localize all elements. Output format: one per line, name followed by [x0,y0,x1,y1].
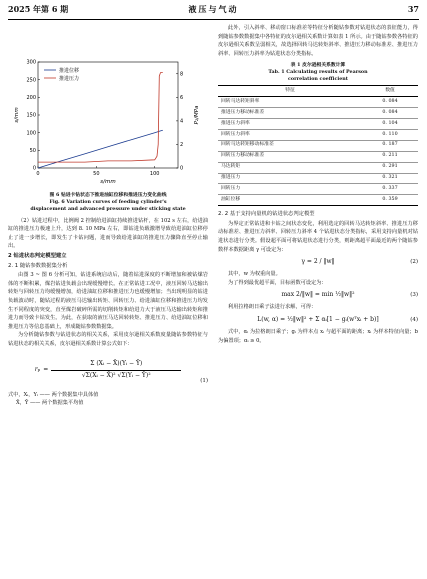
feature-cell: 推进压力斜率 [218,119,362,130]
table-row [218,195,418,206]
value-cell: 0. 104 [362,119,418,130]
x-tick-label: 50 [93,171,100,177]
y-left-tick-label: 50 [29,148,36,155]
paragraph: （2）钻进过程中，比例阀 2 控制给进油缸持续推进钻杆，在 102 s 左右，给进油缸的推进压力极速上升，达到 8. 10 MPa 左右，即钻进负载激增导致给进油缸位移停止了进一步增长，即发生了卡钻问题，进而导致给进油缸的推进压力骤降直至停止输出。 [8,217,208,250]
table-title-cn: 表 1 皮尔逊相关系数计算 [290,62,346,69]
eq4-number: (4) [410,316,418,323]
y-left-tick-label: 300 [26,59,36,66]
figure-6-chart [8,56,208,186]
feature-cell: 回转压力 [218,184,362,195]
paragraph: 为了得到最优超平面，目标函数可设定为： [228,279,327,286]
value-cell: 0. 187 [362,140,418,151]
eq1-denominator: √Σ(Xᵢ − X̄)² √Σ(Yᵢ − Ȳ)² [81,372,151,379]
table-row [218,108,418,119]
eq1-number: (1) [200,377,208,384]
eq4-body: L(w, α) = ½‖w‖² + Σ αᵢ[1 − gᵢ(wᵀxᵢ + b)] [257,315,379,323]
table-header-feature: 特征 [218,86,362,97]
y-left-tick-label: 150 [26,112,36,119]
feature-cell: 推进压力移动标准差 [218,108,362,119]
y-right-tick-label: 4 [180,118,184,125]
legend-label-1: 推进位移 [59,67,80,74]
page-header [8,4,419,18]
eq1-lhs: r [34,366,38,374]
table-row [218,129,418,140]
table-row [218,119,418,130]
value-cell: 0. 110 [362,129,418,140]
table-row [218,173,418,184]
eq1-lhs-sub: p [37,367,41,373]
series-line-2 [38,73,163,163]
feature-cell: 回转马达转矩斜率 [218,97,362,108]
figure-caption-en-1: Fig. 6 Variation curves of feeding cylinder's [49,198,167,205]
legend-label-2: 推进压力 [59,75,80,82]
feature-cell: 马达转矩 [218,162,362,173]
paragraph: 为分析随钻参数与钻进状态的相关关系，采用皮尔逊相关系数度量随钻参数特征与钻进状态的相关关系，皮尔逊相关系数计算公式如下： [8,332,208,347]
where-line-2: X̄，Ȳ —— 两个数据集平均值 [16,400,84,407]
page-number: 37 [407,4,419,14]
paragraph: 式中，αᵢ 为拉格朗日乘子；gᵢ 为样本点 xᵢ 与超平面的距离；xᵢ 为样本特征向量；b 为偏置项；αᵢ ≥ 0。 [218,328,418,344]
y-left-tick-label: 250 [26,77,36,84]
eq2-body: γ = 2 / ‖w‖ [301,257,335,265]
paragraph: 为界定正常钻进和卡钻之间状态变化，利用选定的回转马达转矩斜率、推进压力移动标准差、推进压力斜率、回转压力斜率 4 个钻进状态分类指标，采用支持向量机对钻进状态进行分类。假设超平面可将钻进状态进行分类，则距离超平面最近的两个随钻参数样本数据距离 γ 可设定为： [218,220,418,253]
eq3-body: max 2/‖w‖ = min ½‖w‖² [281,291,355,299]
x-tick-label: 0 [36,171,40,177]
y-left-tick-label: 0 [32,165,36,172]
y-right-tick-label: 8 [180,71,184,78]
table-title-en: Tab. 1 Calculating results of Pearson [268,69,368,76]
table-caption [218,62,418,83]
feature-cell: 回转压力移动标准差 [218,151,362,162]
table-row [218,140,418,151]
feature-cell: 油缸位移 [218,195,362,206]
table-header-value: 数值 [362,86,418,97]
x-tick-label: 100 [149,171,160,177]
y-left-tick-label: 200 [26,95,36,102]
value-cell: 0. 337 [362,184,418,195]
feature-cell: 回转压力斜率 [218,129,362,140]
value-cell: 0. 359 [362,195,418,206]
value-cell: 0. 084 [362,97,418,108]
feature-cell: 推进压力 [218,173,362,184]
y-left-axis-label: s/mm [14,107,20,123]
subsection-heading: 2. 1 随钻参数数据集分析 [8,262,68,269]
table-row [218,97,418,108]
section-heading: 2 钻进状态判定模型建立 [8,252,67,259]
equation-3 [218,287,418,303]
y-right-axis-label: P₂/MPa [194,105,200,125]
figure-caption-en-2: displacement and advanced pressure under sticking state [30,205,186,212]
equation-2 [218,254,418,270]
value-cell: 0. 321 [362,173,418,184]
paragraph: 由图 3 ~ 图 6 分析可知，钻进系统启动后，随着钻进深度的不断增加和被钻煤岩体的不断积累，煤岩钻进负载会出现缓慢增长。在正常钻进工况中，液压回转马达输出转矩与回转压力均缓慢增加，给进油缸位移和推进压力也缓慢增加；当出现明显的钻进负载波动时，随钻过程的液压马达输出转矩、回转压力、给进油缸位移和推进压力均发生不同程度的突变，直至煤岩破碎所需的切削转矩和给进力大于液压马达输出转矩和推进力而导致卡钻发生。为此，在获取的液压马达回转转矩、推进压力、给进油缸位移和推进压力等信息基础上，形成随钻参数数据集。 [8,272,208,330]
header-rule [8,19,419,20]
issue-label: 2025 年第 6 期 [8,4,69,14]
x-axis-label: s/mm [100,179,116,185]
pearson-table [218,85,418,206]
right-column [218,24,418,345]
table-header-row [218,86,418,97]
subsection-heading: 2. 2 基于支持向量机的钻进状态判定模型 [218,211,315,218]
y-left-tick-label: 100 [26,130,36,137]
table-title-en-2: correlation coefficient [288,76,348,83]
y-right-tick-label: 6 [180,95,184,102]
equation-4 [218,312,418,328]
table-row [218,184,418,195]
y-right-tick-label: 0 [180,165,184,172]
feature-cell: 回转马达转矩移动标准差 [218,140,362,151]
eq2-number: (2) [410,258,418,265]
where-line-1: 式中，Xᵢ，Yᵢ —— 两个数据集中具体值 [8,391,99,398]
table-row [218,151,418,162]
journal-title: 液压与气动 [188,4,239,14]
paragraph: 此外，引入斜率、移动窗口标准差等特征分析随钻参数对钻进状态的表征能力，得到随钻参数数据集中各特征的皮尔逊相关系数计算如表 1 所示。由于随钻参数各特征的皮尔逊相关系数呈弱相关，故选择回转马达转矩斜率、推进压力移动标准差、推进压力斜率、回转压力斜率为钻进状态分类指标。 [218,25,418,57]
figure-caption-cn: 图 6 钻进卡钻状态下推进油缸位移和推进压力变化曲线 [49,191,167,198]
eq1-numerator: Σ (Xᵢ − X̄)(Yᵢ − Ȳ) [90,360,143,368]
paragraph: 其中，w 为权重向量。 [228,271,281,278]
paragraph: 利用拉格朗日乘子法进行求解，可得： [228,304,317,311]
value-cell: 0. 211 [362,151,418,162]
figure-caption [8,192,208,213]
eq3-number: (3) [410,292,418,299]
y-right-tick-label: 2 [180,142,184,149]
left-column [8,56,208,408]
value-cell: 0. 084 [362,108,418,119]
value-cell: 0. 291 [362,162,418,173]
equation-1: r p = Σ (Xᵢ − X̄)(Yᵢ − Ȳ) √Σ(Xᵢ − X̄)² √Σ(Yᵢ − Ȳ)² (1) [34,360,208,384]
table-row [218,162,418,173]
